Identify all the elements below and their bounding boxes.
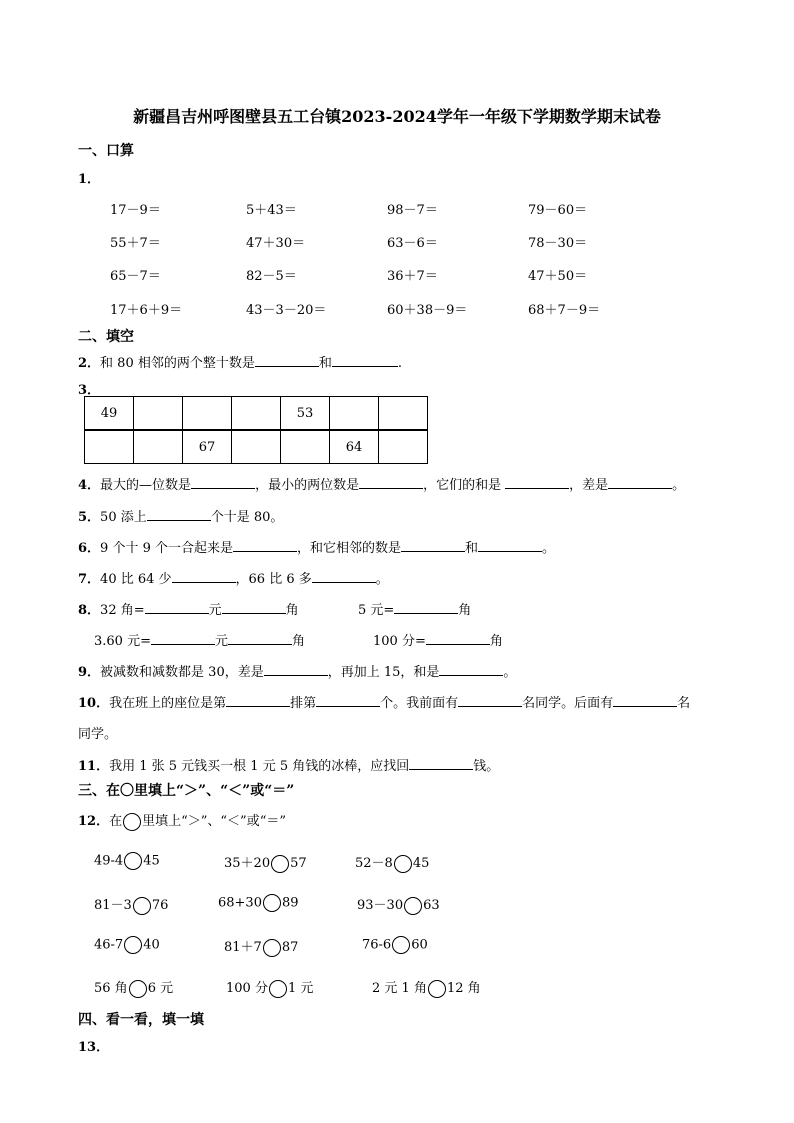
compare-left: 49-4 <box>94 853 124 869</box>
question-text: 角 <box>292 634 306 649</box>
compare-circle[interactable] <box>428 980 446 998</box>
question-text: ，它们的和是 <box>423 478 502 493</box>
question-number: 10． <box>78 696 110 711</box>
question-7 <box>78 568 389 587</box>
compare-left: 56 角 <box>94 981 128 996</box>
calc-item: 63－6＝ <box>387 236 438 251</box>
answer-blank[interactable] <box>359 476 423 489</box>
compare-item <box>355 852 429 873</box>
question-text: 我用 1 张 5 元钱买一根 1 元 5 角钱的冰棒，应找回 <box>109 759 410 774</box>
calc-item: 47＋50＝ <box>528 269 588 284</box>
compare-circle[interactable] <box>124 936 142 954</box>
answer-blank[interactable] <box>233 539 297 552</box>
grid-cell[interactable] <box>85 431 134 464</box>
compare-left: 35＋20 <box>224 856 271 871</box>
question-text: 。 <box>503 665 517 680</box>
answer-blank[interactable] <box>409 757 473 770</box>
question-number: 2． <box>78 356 101 371</box>
question-text: 我在班上的座位是第 <box>109 696 227 711</box>
grid-cell[interactable] <box>134 397 183 430</box>
question-text: 个。我前面有 <box>380 696 459 711</box>
question-2 <box>78 352 402 371</box>
compare-left: 100 分 <box>226 981 268 996</box>
question-8-line-2 <box>94 630 305 649</box>
answer-blank[interactable] <box>505 476 569 489</box>
compare-right: 87 <box>281 940 299 955</box>
answer-blank[interactable] <box>228 632 292 645</box>
compare-left: 81－3 <box>94 898 132 913</box>
question-number-3: 3． <box>78 383 101 398</box>
answer-blank[interactable] <box>264 663 328 676</box>
compare-item <box>362 936 428 954</box>
calc-item: 82－5＝ <box>246 269 297 284</box>
section-heading-1: 一、口算 <box>78 143 134 159</box>
calc-item: 47＋30＝ <box>246 236 306 251</box>
answer-blank[interactable] <box>316 694 380 707</box>
compare-circle[interactable] <box>404 897 422 915</box>
compare-right: 76 <box>151 898 169 913</box>
question-number: 6． <box>78 541 101 556</box>
question-text: 和 <box>318 356 332 371</box>
question-text: . <box>397 356 403 371</box>
compare-item <box>94 977 173 998</box>
compare-left: 2 元 1 角 <box>372 981 427 996</box>
question-text: 钱。 <box>473 759 500 774</box>
calc-item: 5＋43＝ <box>246 203 297 218</box>
question-text: 名 <box>677 696 691 711</box>
compare-left: 68+30 <box>218 895 262 911</box>
question-12 <box>78 810 286 831</box>
question-text: 50 添上 <box>100 510 147 525</box>
answer-blank[interactable] <box>145 601 209 614</box>
calc-item: 79－60＝ <box>528 203 588 218</box>
question-4 <box>78 474 685 493</box>
compare-left: 46-7 <box>94 937 124 953</box>
calc-item: 36＋7＝ <box>387 269 438 284</box>
compare-left: 93－30 <box>357 898 404 913</box>
question-text: 100 分= <box>373 634 426 649</box>
compare-circle[interactable] <box>269 980 287 998</box>
answer-blank[interactable] <box>426 632 490 645</box>
question-text: 40 比 64 少 <box>100 572 172 587</box>
calc-item: 55＋7＝ <box>110 236 161 251</box>
question-text: 和 <box>465 541 479 556</box>
answer-blank[interactable] <box>332 354 398 367</box>
answer-blank[interactable] <box>613 694 677 707</box>
section-heading-3: 三、在〇里填上“＞”、“＜”或“＝” <box>78 783 295 799</box>
question-5 <box>78 506 283 525</box>
calc-item: 65－7＝ <box>110 269 161 284</box>
answer-blank[interactable] <box>312 570 376 583</box>
answer-blank[interactable] <box>394 601 458 614</box>
compare-right: 40 <box>143 937 160 953</box>
compare-item <box>372 977 481 998</box>
grid-cell: 49 <box>85 397 134 430</box>
calc-item: 60＋38－9＝ <box>387 303 468 318</box>
question-number: 12． <box>78 814 110 829</box>
compare-item <box>226 977 313 998</box>
compare-item <box>218 894 299 912</box>
number-grid-row-2 <box>84 430 428 464</box>
grid-cell[interactable] <box>232 431 281 464</box>
answer-blank[interactable] <box>191 476 255 489</box>
question-number: 7． <box>78 572 101 587</box>
compare-circle[interactable] <box>271 855 289 873</box>
question-text: 最大的—位数是 <box>100 478 192 493</box>
grid-cell[interactable] <box>330 397 379 430</box>
compare-circle[interactable] <box>263 939 281 957</box>
compare-right: 89 <box>281 895 299 911</box>
compare-item <box>224 936 298 957</box>
question-8-part-d <box>373 630 503 649</box>
question-text: 9 个十 9 个一合起来是 <box>100 541 233 556</box>
question-8-line-1 <box>78 599 299 618</box>
answer-blank[interactable] <box>226 694 290 707</box>
calc-item: 17＋6＋9＝ <box>110 303 183 318</box>
question-number: 11． <box>78 759 110 774</box>
question-text: 元 <box>208 603 222 618</box>
question-10-continued: 同学。 <box>78 727 118 742</box>
grid-cell[interactable] <box>134 431 183 464</box>
question-text: 个十是 80。 <box>210 510 284 525</box>
compare-right: 57 <box>290 856 307 871</box>
compare-circle[interactable] <box>263 894 281 912</box>
question-text: 被减数和减数都是 30，差是 <box>100 665 264 680</box>
question-text: 32 角= <box>100 603 145 618</box>
question-text: 和 80 相邻的两个整十数是 <box>100 356 255 371</box>
grid-cell[interactable] <box>379 431 428 464</box>
compare-item <box>224 852 307 873</box>
calc-item: 78－30＝ <box>528 236 588 251</box>
answer-blank[interactable] <box>478 539 542 552</box>
compare-left: 81＋7 <box>224 940 262 955</box>
question-6 <box>78 537 555 556</box>
compare-left: 52－8 <box>355 856 393 871</box>
grid-cell[interactable] <box>183 397 232 430</box>
question-11 <box>78 755 499 774</box>
compare-right: 6 元 <box>147 981 174 996</box>
question-number: 8． <box>78 603 101 618</box>
question-text: 在 <box>109 814 123 829</box>
compare-right: 45 <box>412 856 430 871</box>
question-text: 。 <box>375 572 389 587</box>
compare-circle[interactable] <box>129 980 147 998</box>
question-number: 9． <box>78 665 101 680</box>
answer-blank[interactable] <box>222 601 286 614</box>
compare-right: 45 <box>143 853 160 869</box>
compare-right: 12 角 <box>446 981 481 996</box>
calc-item: 43－3－20＝ <box>246 303 327 318</box>
question-text: 角 <box>489 634 503 649</box>
calc-item: 17－9＝ <box>110 203 161 218</box>
question-text: ，和它相邻的数是 <box>297 541 402 556</box>
grid-cell: 64 <box>330 431 379 464</box>
question-text: 元 <box>214 634 228 649</box>
question-text: 。 <box>542 541 556 556</box>
answer-blank[interactable] <box>147 508 211 521</box>
answer-blank[interactable] <box>458 694 522 707</box>
compare-right: 63 <box>423 898 440 913</box>
compare-item <box>357 894 440 915</box>
answer-blank[interactable] <box>608 476 672 489</box>
compare-item <box>94 894 168 915</box>
circle-icon <box>123 813 141 831</box>
question-text: ，66 比 6 多 <box>235 572 312 587</box>
answer-blank[interactable] <box>172 570 236 583</box>
question-text: 5 元= <box>358 603 395 618</box>
section-heading-2: 二、填空 <box>78 329 134 345</box>
question-9 <box>78 661 516 680</box>
page-title: 新疆昌吉州呼图壁县五工台镇2023-2024学年一年级下学期数学期末试卷 <box>133 107 661 126</box>
question-text: ，再加上 15，和是 <box>327 665 440 680</box>
compare-circle[interactable] <box>133 897 151 915</box>
answer-blank[interactable] <box>401 539 465 552</box>
compare-circle[interactable] <box>392 936 410 954</box>
compare-left: 76-6 <box>362 937 392 953</box>
answer-blank[interactable] <box>255 354 319 367</box>
grid-cell[interactable] <box>232 397 281 430</box>
question-text: 里填上“＞”、“＜”或“＝” <box>142 814 286 829</box>
compare-item <box>94 936 160 954</box>
compare-circle[interactable] <box>124 852 142 870</box>
grid-cell[interactable] <box>281 431 330 464</box>
answer-blank[interactable] <box>151 632 215 645</box>
question-text: 名同学。后面有 <box>522 696 614 711</box>
question-8-part-b <box>358 599 471 618</box>
question-text: 3.60 元= <box>94 634 151 649</box>
number-grid-row-1 <box>84 396 428 430</box>
question-number-13: 13． <box>78 1040 110 1055</box>
grid-cell: 67 <box>183 431 232 464</box>
question-text: 角 <box>285 603 299 618</box>
question-text: ，最小的两位数是 <box>255 478 360 493</box>
question-number: 4． <box>78 478 101 493</box>
question-text: 排第 <box>290 696 317 711</box>
question-number-1: 1． <box>78 172 101 187</box>
grid-cell: 53 <box>281 397 330 430</box>
question-number: 5． <box>78 510 101 525</box>
compare-right: 60 <box>411 937 428 953</box>
calc-item: 98－7＝ <box>387 203 438 218</box>
section-heading-4: 四、看一看，填一填 <box>78 1012 204 1028</box>
question-10 <box>78 692 690 711</box>
compare-circle[interactable] <box>394 855 412 873</box>
question-text: 角 <box>458 603 472 618</box>
question-text: 。 <box>672 478 686 493</box>
compare-item <box>94 852 160 870</box>
grid-cell[interactable] <box>379 397 428 430</box>
answer-blank[interactable] <box>439 663 503 676</box>
question-text: ，差是 <box>569 478 609 493</box>
calc-item: 68＋7－9＝ <box>528 303 601 318</box>
compare-right: 1 元 <box>287 981 314 996</box>
